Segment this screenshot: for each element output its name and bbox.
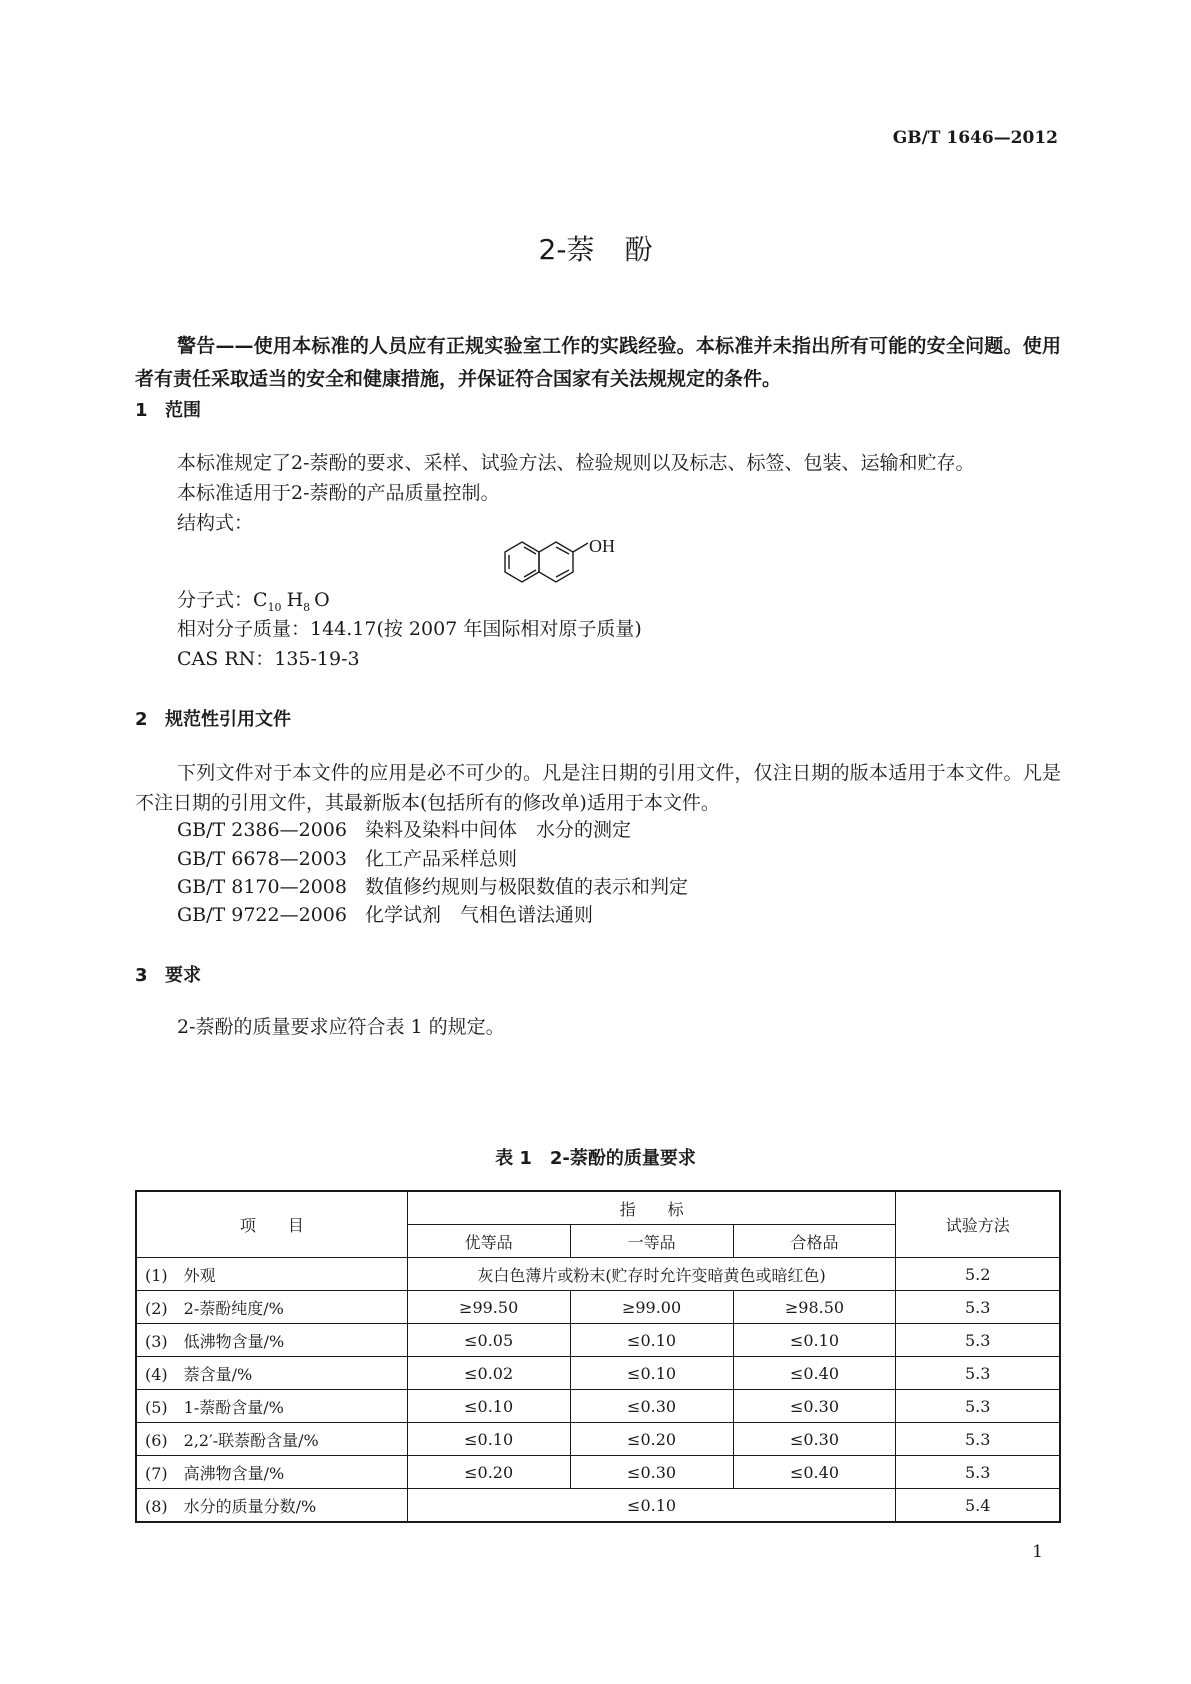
section-2-number: 2: [135, 709, 148, 730]
row-value-qualified: ≤0.10: [733, 1324, 896, 1357]
table-row: [136, 1258, 1060, 1291]
row-merged-value: ≤0.10: [407, 1489, 896, 1523]
reference-title: 化工产品采样总则: [365, 848, 518, 870]
row-value-qualified: ≥98.50: [733, 1291, 896, 1324]
row-item: (7) 高沸物含量/%: [136, 1456, 407, 1489]
reference-item: [177, 815, 631, 845]
section-3-heading: [135, 961, 201, 987]
row-method: 5.3: [896, 1357, 1060, 1390]
row-item: (3) 低沸物含量/%: [136, 1324, 407, 1357]
header-item: 项 目: [136, 1191, 407, 1258]
row-value-qualified: ≤0.40: [733, 1456, 896, 1489]
standard-code: GB/T 1646—2012: [892, 128, 1058, 148]
row-value-first: ≥99.00: [570, 1291, 733, 1324]
table-label: 表 1: [495, 1148, 532, 1169]
reference-item: [177, 900, 593, 930]
formula-o: O: [314, 589, 330, 611]
reference-item: [177, 872, 688, 902]
formula-c-sub: 10: [267, 600, 282, 614]
table-row: [136, 1390, 1060, 1423]
formula-h-sub: 8: [303, 600, 311, 614]
table-row: [136, 1456, 1060, 1489]
section-3-title: 要求: [165, 965, 201, 986]
reference-title: 化学试剂 气相色谱法通则: [365, 904, 594, 926]
row-value-superior: ≤0.02: [407, 1357, 570, 1390]
safety-warning: 警告——使用本标准的人员应有正规实验室工作的实践经验。本标准并未指出所有可能的安全问题。使用者有责任采取适当的安全和健康措施，并保证符合国家有关法规规定的条件。: [135, 335, 1061, 390]
row-value-qualified: ≤0.40: [733, 1357, 896, 1390]
reference-item: [177, 844, 517, 874]
row-value-superior: ≤0.05: [407, 1324, 570, 1357]
table-row: [136, 1423, 1060, 1456]
row-method: 5.3: [896, 1390, 1060, 1423]
section-3-number: 3: [135, 965, 148, 986]
row-value-superior: ≤0.10: [407, 1390, 570, 1423]
header-index: 指 标: [407, 1191, 896, 1225]
title-part1: 2-萘: [538, 233, 595, 266]
table-row: [136, 1357, 1060, 1390]
row-item: (5) 1-萘酚含量/%: [136, 1390, 407, 1423]
row-item: (2) 2-萘酚纯度/%: [136, 1291, 407, 1324]
header-method: 试验方法: [896, 1191, 1060, 1258]
row-method: 5.3: [896, 1456, 1060, 1489]
hydroxyl-group-label: OH: [589, 536, 615, 556]
benzene-ring-right: [539, 542, 573, 582]
formula-h: H: [286, 589, 304, 611]
page-number: 1: [1032, 1542, 1043, 1562]
oh-bond: [573, 543, 588, 552]
formula-label: 分子式：: [177, 589, 254, 611]
benzene-ring-left: [505, 542, 539, 582]
row-value-first: ≤0.10: [570, 1324, 733, 1357]
header-grade-first: 一等品: [570, 1225, 733, 1258]
formula-c: C: [253, 589, 268, 611]
header-grade-qualified: 合格品: [733, 1225, 896, 1258]
structure-label: 结构式：: [177, 512, 254, 534]
table-row: [136, 1324, 1060, 1357]
reference-code: GB/T 9722—2006: [177, 904, 347, 926]
header-grade-superior: 优等品: [407, 1225, 570, 1258]
section-1-number: 1: [135, 400, 148, 421]
row-method: 5.4: [896, 1489, 1060, 1523]
row-method: 5.3: [896, 1324, 1060, 1357]
row-value-superior: ≤0.10: [407, 1423, 570, 1456]
row-item: (1) 外观: [136, 1258, 407, 1291]
section-1-title: 范围: [165, 400, 201, 421]
reference-code: GB/T 6678—2003: [177, 848, 347, 870]
naphthol-structure-diagram: [492, 532, 622, 588]
references-intro: 下列文件对于本文件的应用是必不可少的。凡是注日期的引用文件，仅注日期的版本适用于本文件。凡是不注日期的引用文件，其最新版本(包括所有的修改单)适用于本文件。: [135, 762, 1061, 814]
row-value-first: ≤0.30: [570, 1456, 733, 1489]
row-value-qualified: ≤0.30: [733, 1390, 896, 1423]
molecular-mass: 相对分子质量：144.17(按 2007 年国际相对原子质量): [177, 618, 642, 640]
row-method: 5.2: [896, 1258, 1060, 1291]
row-item: (4) 萘含量/%: [136, 1357, 407, 1390]
row-value-superior: ≤0.20: [407, 1456, 570, 1489]
reference-code: GB/T 2386—2006: [177, 819, 347, 841]
row-item: (6) 2,2′-联萘酚含量/%: [136, 1423, 407, 1456]
section-2-heading: [135, 705, 291, 731]
row-value-superior: ≥99.50: [407, 1291, 570, 1324]
table-row: [136, 1489, 1060, 1523]
row-value-first: ≤0.10: [570, 1357, 733, 1390]
reference-code: GB/T 8170—2008: [177, 876, 347, 898]
row-value-first: ≤0.30: [570, 1390, 733, 1423]
scope-paragraph-2: 本标准适用于2-萘酚的产品质量控制。: [177, 482, 500, 504]
table-caption: [0, 1144, 1191, 1170]
row-method: 5.3: [896, 1423, 1060, 1456]
document-title: [0, 228, 1191, 268]
table-header-row: [136, 1191, 1060, 1225]
row-method: 5.3: [896, 1291, 1060, 1324]
reference-title: 染料及染料中间体 水分的测定: [365, 819, 632, 841]
quality-requirements-table: [135, 1190, 1061, 1523]
section-2-title: 规范性引用文件: [165, 709, 291, 730]
row-item: (8) 水分的质量分数/%: [136, 1489, 407, 1523]
cas-number: CAS RN：135-19-3: [177, 648, 360, 670]
scope-paragraph-1: 本标准规定了2-萘酚的要求、采样、试验方法、检验规则以及标志、标签、包装、运输和贮存。: [177, 452, 975, 474]
table-row: [136, 1291, 1060, 1324]
table-title: 2-萘酚的质量要求: [549, 1148, 696, 1169]
row-merged-value: 灰白色薄片或粉末(贮存时允许变暗黄色或暗红色): [407, 1258, 896, 1291]
title-part2: 酚: [624, 233, 653, 266]
row-value-qualified: ≤0.30: [733, 1423, 896, 1456]
double-bond-2: [524, 570, 536, 577]
double-bond-3: [524, 547, 536, 554]
section-1-heading: [135, 396, 201, 422]
reference-title: 数值修约规则与极限数值的表示和判定: [365, 876, 689, 898]
row-value-first: ≤0.20: [570, 1423, 733, 1456]
requirements-paragraph: 2-萘酚的质量要求应符合表 1 的规定。: [177, 1016, 505, 1038]
